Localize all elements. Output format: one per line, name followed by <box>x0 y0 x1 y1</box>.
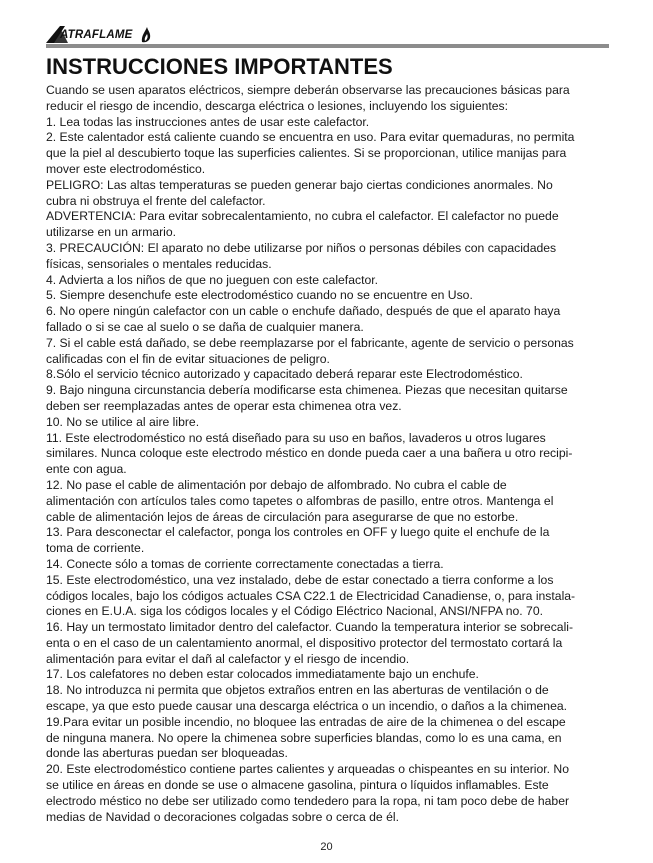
text-line: fallado o si se cae al suelo o se daña de cualquier manera. <box>46 319 364 334</box>
text-line: 20. Este electrodoméstico contiene partes calientes y arqueadas o chispeantes en su interior. No <box>46 762 570 777</box>
text-line: deben ser reemplazadas antes de operar esta chimenea otra vez. <box>46 398 402 413</box>
text-line: 6. No opere ningún calefactor con un cable o enchufe dañado, después de que el aparato haya <box>46 304 561 319</box>
text-line: donde las aberturas puedan ser bloqueadas. <box>46 746 288 761</box>
text-line: enta o en el caso de un calentamiento anormal, el dispositivo protector del termostato cortará la <box>46 635 563 650</box>
text-line: 15. Este electrodoméstico, una vez instalado, debe de estar conectado a tierra conforme a los <box>46 572 554 587</box>
text-line: 13. Para desconectar el calefactor, ponga los controles en OFF y luego quite el enchufe de la <box>46 525 550 540</box>
logo-wordmark: ATRAFLAME <box>60 29 133 41</box>
text-line: 1. Lea todas las instrucciones antes de usar este calefactor. <box>46 114 370 129</box>
text-line: se utilice en áreas en donde se use o almacene gasolina, pintura o líquidos inflamables. Este <box>46 778 549 793</box>
text-line: medias de Navidad o decoraciones colgadas sobre o cerca de él. <box>46 809 399 824</box>
text-line: PELIGRO: Las altas temperaturas se pueden generar bajo ciertas condiciones anormales. No <box>46 177 553 192</box>
text-line: calificadas con el fin de evitar situaciones de peligro. <box>46 351 330 366</box>
text-line: alimentación con artículos tales como tapetes o alfombras de pasillo, entre otros. Mantenga el <box>46 493 554 508</box>
text-line: reducir el riesgo de incendio, descarga eléctrica o lesiones, incluyendo los siguientes: <box>46 98 509 113</box>
page-title: INSTRUCCIONES IMPORTANTES <box>46 54 393 79</box>
text-line: 18. No introduzca ni permita que objetos extraños entren en las aberturas de ventilación o de <box>46 683 549 698</box>
text-line: 11. Este electrodoméstico no está diseñado para su uso en baños, lavaderos u otros lugares <box>46 430 546 445</box>
text-line: que la piel al descubierto toque las superficies calientes. Si se proporcionan, utilice manijas para <box>46 146 567 161</box>
text-line: de ninguna manera. No opere la chimenea sobre superficies blandas, como lo es una cama, en <box>46 730 562 745</box>
text-line: Cuando se usen aparatos eléctricos, siempre deberán observarse las precauciones básicas para <box>46 83 570 97</box>
text-line: alimentación para evitar el dañ al calefactor y el riesgo de incendio. <box>46 651 410 666</box>
text-line: 12. No pase el cable de alimentación por debajo de alfombrado. No cubra el cable de <box>46 477 507 492</box>
text-line: 3. PRECAUCIÓN: El aparato no debe utilizarse por niños o personas débiles con capacidades <box>46 240 557 255</box>
text-line: ADVERTENCIA: Para evitar sobrecalentamiento, no cubra el calefactor. El calefactor no puede <box>46 209 559 224</box>
text-line: 9. Bajo ninguna circunstancia debería modificarse esta chimenea. Piezas que necesitan quitarse <box>46 383 568 398</box>
text-line: mover este electrodoméstico. <box>46 161 206 176</box>
text-line: códigos locales, bajo los códigos actuales CSA C22.1 de Electricidad Canadiense, o, para instala- <box>46 588 576 603</box>
text-line: 8.Sólo el servicio técnico autorizado y capacitado deberá reparar este Electrodoméstico. <box>46 367 523 382</box>
text-line: cable de alimentación lejos de áreas de circulación para asegurarse de que no estorbe. <box>46 509 519 524</box>
text-line: 17. Los calefatores no deben estar colocados immediatamente bajo un enchufe. <box>46 667 479 682</box>
text-line: cubra ni obstruya el frente del calefactor. <box>46 193 266 208</box>
text-line: toma de corriente. <box>46 541 145 556</box>
text-line: ente con agua. <box>46 462 127 477</box>
text-line: electrodo méstico no debe ser utilizado como tendedero para la ropa, ni tam poco debe de haber <box>46 793 570 808</box>
page-number: 20 <box>320 841 333 853</box>
text-line: 2. Este calentador está caliente cuando se encuentra en uso. Para evitar quemaduras, no permita <box>46 130 575 145</box>
text-line: utilizarse en un armario. <box>46 225 177 240</box>
header-divider <box>46 44 609 48</box>
atraflame-logo <box>46 22 156 44</box>
text-line: 10. No se utilice al aire libre. <box>46 414 200 429</box>
text-line: 5. Siempre desenchufe este electrodoméstico cuando no se encuentre en Uso. <box>46 288 473 303</box>
text-line: 16. Hay un termostato limitador dentro del calefactor. Cuando la temperatura interior se sobrecali- <box>46 620 574 635</box>
text-line: escape, ya que esto puede causar una descarga eléctrica o un incendio, o daños a la chimenea. <box>46 699 568 714</box>
instructions-body <box>46 83 612 825</box>
text-line: 14. Conecte sólo a tomas de corriente correctamente conectadas a tierra. <box>46 556 444 571</box>
text-line: físicas, sensoriales o mentales reducidas. <box>46 256 272 271</box>
text-line: 7. Si el cable está dañado, se debe reemplazarse por el fabricante, agente de servicio o personas <box>46 335 574 350</box>
text-line: similares. Nunca coloque este electrodo méstico en donde pueda caer a una bañera u otro recipi- <box>46 446 573 461</box>
text-line: 4. Advierta a los niños de que no jueguen con este calefactor. <box>46 272 379 287</box>
text-line: 19.Para evitar un posible incendio, no bloquee las entradas de aire de la chimenea o del escape <box>46 714 566 729</box>
text-line: ciones en E.U.A. siga los códigos locales y el Código Eléctrico Nacional, ANSI/NFPA no. 70. <box>46 604 544 619</box>
